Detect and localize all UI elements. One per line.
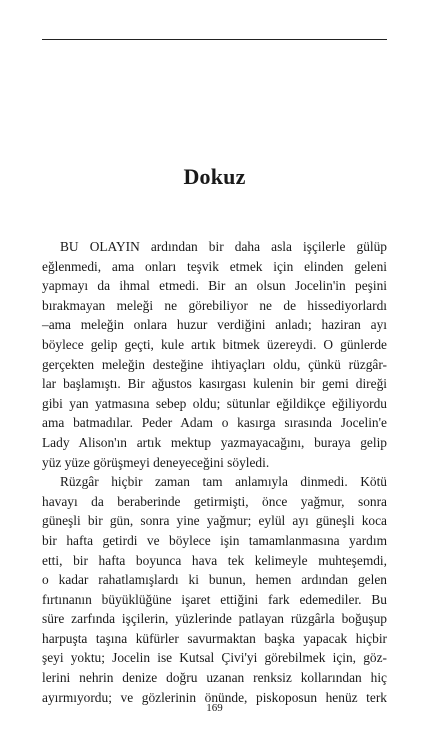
text-line: böylece gelip geçti, kule artık bitmek üzereydi. O günlerde	[42, 336, 387, 352]
text-line: eğlenmedi, ama onları teşvik etmek için elinden geleni	[42, 258, 387, 274]
text-line: ayırmıyordu; ve gözlerinin önünde, piskoposun henüz terk	[42, 689, 387, 705]
text-line: o kadar rahatlamışlardı ki bunun, hemen ardından gelen	[42, 572, 387, 588]
text-line: fırtınanın büyüklüğüne işaret ettiğini fark edemediler. Bu	[42, 591, 387, 607]
text-line: havayı da beraberinde getirmişti, önce yağmur, sonra	[42, 493, 387, 509]
text-line: yüz yüze görüşmeyi deneyeceğini söyledi.	[42, 454, 270, 470]
text-line: bir hafta getirdi ve böylece işin tamamlanmasına yardım	[42, 532, 387, 548]
text-line: bırakmayan meleği ne görebiliyor ne de hissediyorlardı	[42, 297, 387, 313]
body-text	[42, 237, 387, 707]
text-line: süre zarfında işçilerin, yüzlerinde patlayan rüzgârla boğuşup	[42, 611, 387, 627]
text-line: –ama meleğin onlara huzur verdiğini anladı; haziran ayı	[42, 317, 387, 333]
text-line: gerçekten meleğin desteğine ihtiyaçları oldu, çünkü rüzgâr-	[42, 356, 387, 372]
text-line: yapmayı da ihmal etmedi. Bir an olsun Jocelin'in peşini	[42, 278, 387, 294]
page-number: 169	[206, 702, 223, 714]
text-line: harpuşta taşına küfürler savurmaktan başka yapacak hiçbir	[42, 630, 387, 646]
header-rule	[42, 39, 387, 40]
text-line: güneşli bir gün, sonra yine yağmur; eylül ayı güneşli koca	[42, 513, 387, 529]
text-line: etti, bir hafta boyunca hava tek kelimeyle muhteşemdi,	[42, 552, 387, 568]
chapter-title: Dokuz	[183, 164, 246, 189]
text-line: şeyi yoktu; Jocelin ise Kutsal Çivi'yi görebilmek için, göz-	[42, 650, 387, 666]
text-line: lar başlamıştı. Bir ağustos kasırgası kulenin bir gemi direği	[42, 376, 387, 392]
text-line: Lady Alison'ın artık mektup yazmayacağını, buraya gelip	[42, 434, 387, 450]
text-line: gibi yan yatmasına sebep oldu; sütunlar eğildikçe eğiliyordu	[42, 395, 387, 411]
text-line: Rüzgâr hiçbir zaman tam anlamıyla dinmedi. Kötü	[60, 474, 387, 490]
text-line: BU OLAYIN ardından bir daha asla işçilerle gülüp	[60, 239, 387, 254]
text-line: ama batmadılar. Peder Adam o kasırga sırasında Jocelin'e	[42, 415, 387, 431]
text-line: lerini nehrin denize doğru uzanan renksiz kollarından hiç	[42, 670, 387, 686]
